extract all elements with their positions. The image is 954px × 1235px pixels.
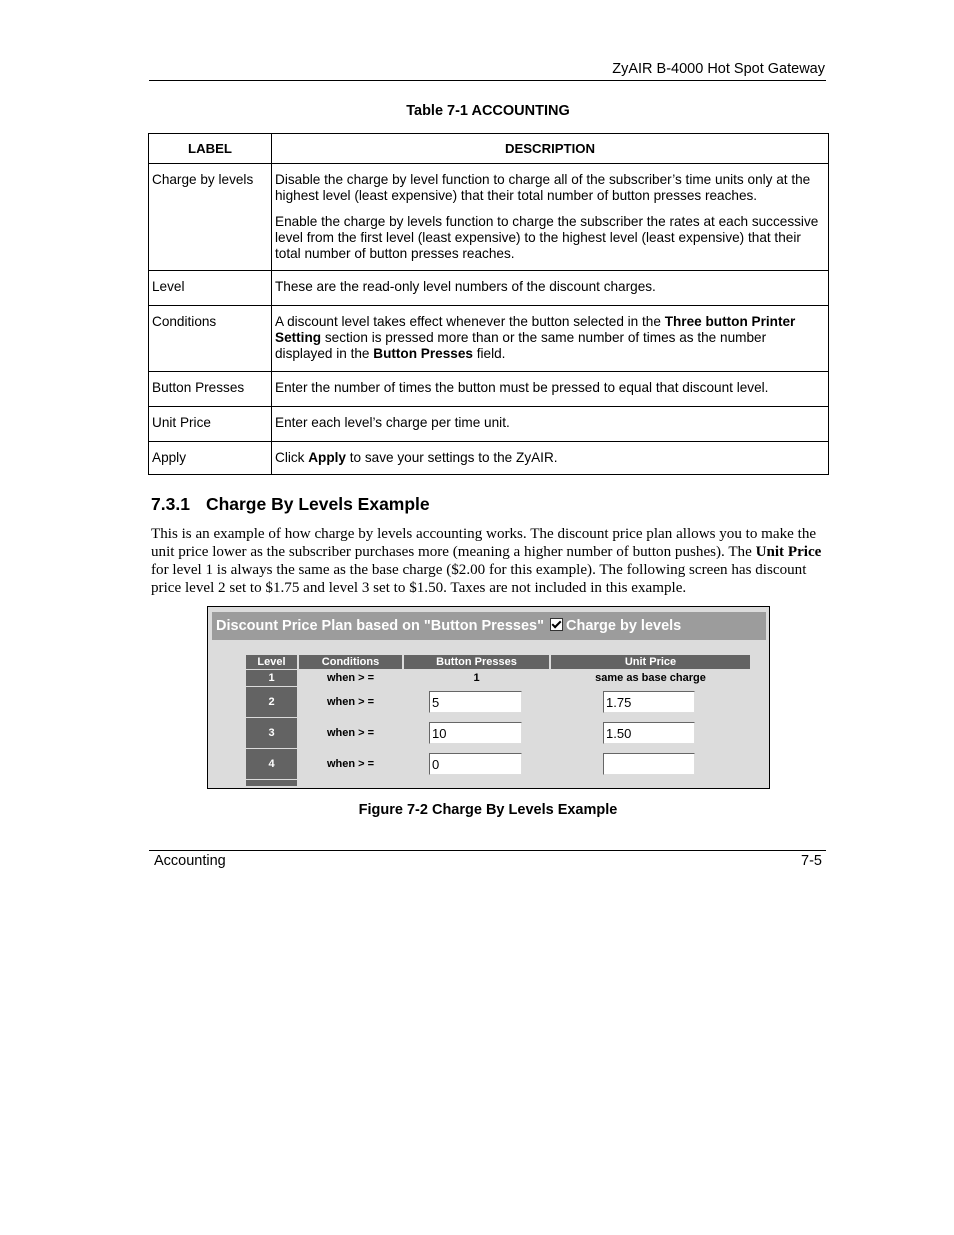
price-table-header: [246, 655, 750, 669]
row-description: [272, 306, 829, 372]
figure-caption: Figure 7-2 Charge By Levels Example: [358, 802, 618, 818]
figure-screenshot: [207, 606, 770, 789]
row-description: These are the read-only level numbers of the discount charges.: [272, 271, 829, 306]
row-description: Enter the number of times the button must be pressed to equal that discount level.: [272, 372, 829, 407]
button-presses-input[interactable]: 10: [429, 722, 522, 744]
section-heading: [151, 494, 430, 515]
charge-by-levels-checkbox[interactable]: [550, 618, 563, 631]
footer-page-number: 7-5: [801, 853, 822, 869]
description-paragraph: Disable the charge by level function to charge all of the subscriber’s time units only at the highest level (least expensive) that their total number of button presses reaches.: [275, 172, 811, 203]
footer-rule: [149, 850, 826, 851]
condition-cell: when > =: [299, 687, 402, 717]
body-paragraph: [151, 525, 831, 597]
column-header-conditions: Conditions: [299, 655, 402, 669]
row-description: Enter each level’s charge per time unit.: [272, 407, 829, 442]
row-label: Level: [149, 271, 272, 306]
column-header-description: DESCRIPTION: [272, 134, 829, 164]
button-presses-cell: [404, 718, 549, 748]
description-bold: Button Presses: [373, 346, 473, 361]
condition-cell: when > =: [299, 718, 402, 748]
row-description: [272, 164, 829, 271]
button-presses-input[interactable]: 0: [429, 753, 522, 775]
unit-price-input[interactable]: 1.50: [603, 722, 695, 744]
condition-cell: when > =: [299, 749, 402, 779]
unit-price-input[interactable]: 1.75: [603, 691, 695, 713]
unit-price-cell: [551, 749, 750, 779]
condition-cell: [299, 780, 402, 786]
table-row: [149, 407, 829, 442]
unit-price-input[interactable]: [603, 753, 695, 775]
row-label: Button Presses: [149, 372, 272, 407]
level-cell: 3: [246, 718, 297, 748]
table-row: [149, 442, 829, 475]
column-header-level: Level: [246, 655, 297, 669]
row-label: Apply: [149, 442, 272, 475]
discount-price-table: [244, 654, 752, 787]
description-text: section is pressed more than or the same number of times as the number displayed in the: [275, 330, 767, 361]
column-header-unit-price: Unit Price: [551, 655, 750, 669]
header-rule: [149, 80, 826, 81]
section-number: 7.3.1: [151, 494, 190, 514]
row-description: [272, 442, 829, 475]
price-row: [246, 749, 750, 779]
button-presses-cell: [404, 687, 549, 717]
description-text: Click: [275, 450, 309, 465]
table-caption: Table 7-1 ACCOUNTING: [406, 103, 570, 119]
footer-chapter: Accounting: [154, 853, 226, 869]
discount-plan-titlebar: [212, 612, 766, 640]
row-label: Unit Price: [149, 407, 272, 442]
level-cell: [246, 780, 297, 786]
unit-price-cell: [551, 687, 750, 717]
paragraph-bold: Unit Price: [755, 544, 822, 560]
running-header: ZyAIR B-4000 Hot Spot Gateway: [612, 61, 825, 77]
description-text: A discount level takes effect whenever the button selected in the: [275, 314, 665, 329]
table-row: [149, 164, 829, 271]
unit-price-cell: same as base charge: [551, 670, 750, 686]
row-label: Charge by levels: [149, 164, 272, 271]
price-row-partial: [246, 780, 750, 786]
column-header-button-presses: Button Presses: [404, 655, 549, 669]
row-label: Conditions: [149, 306, 272, 372]
button-presses-cell: [404, 780, 549, 786]
table-row: [149, 372, 829, 407]
table-row: [149, 306, 829, 372]
price-row: [246, 687, 750, 717]
unit-price-cell: [551, 718, 750, 748]
level-cell: 1: [246, 670, 297, 686]
description-text: field.: [472, 346, 506, 361]
level-cell: 2: [246, 687, 297, 717]
section-title: Charge By Levels Example: [205, 494, 430, 514]
paragraph-text: This is an example of how charge by levels accounting works. The discount price plan allows you to make the unit price lower as the subscriber purchases more (meaning a higher number of button pushes). The: [151, 526, 817, 560]
discount-plan-title: Discount Price Plan based on "Button Presses": [216, 618, 544, 634]
condition-cell: when > =: [299, 670, 402, 686]
charge-by-levels-label: Charge by levels: [566, 618, 682, 634]
button-presses-cell: 1: [404, 670, 549, 686]
accounting-table: [148, 133, 829, 475]
unit-price-cell: [551, 780, 750, 786]
table-header-row: [149, 134, 829, 164]
description-bold: Three button Printer Setting: [275, 314, 796, 345]
description-text: to save your settings to the ZyAIR.: [346, 450, 558, 465]
price-row: [246, 718, 750, 748]
button-presses-cell: [404, 749, 549, 779]
price-row: [246, 670, 750, 686]
column-header-label: LABEL: [149, 134, 272, 164]
description-bold: Apply: [308, 450, 346, 465]
button-presses-input[interactable]: 5: [429, 691, 522, 713]
level-cell: 4: [246, 749, 297, 779]
table-row: [149, 271, 829, 306]
description-paragraph: Enable the charge by levels function to charge the subscriber the rates at each successive level from the first level (least expensive) to the highest level (least expensive) that their total number of button presses reaches.: [275, 214, 819, 261]
paragraph-text: for level 1 is always the same as the base charge ($2.00 for this example). The following screen has discount price level 2 set to $1.75 and level 3 set to $1.50. Taxes are not included in this example.: [151, 562, 807, 596]
